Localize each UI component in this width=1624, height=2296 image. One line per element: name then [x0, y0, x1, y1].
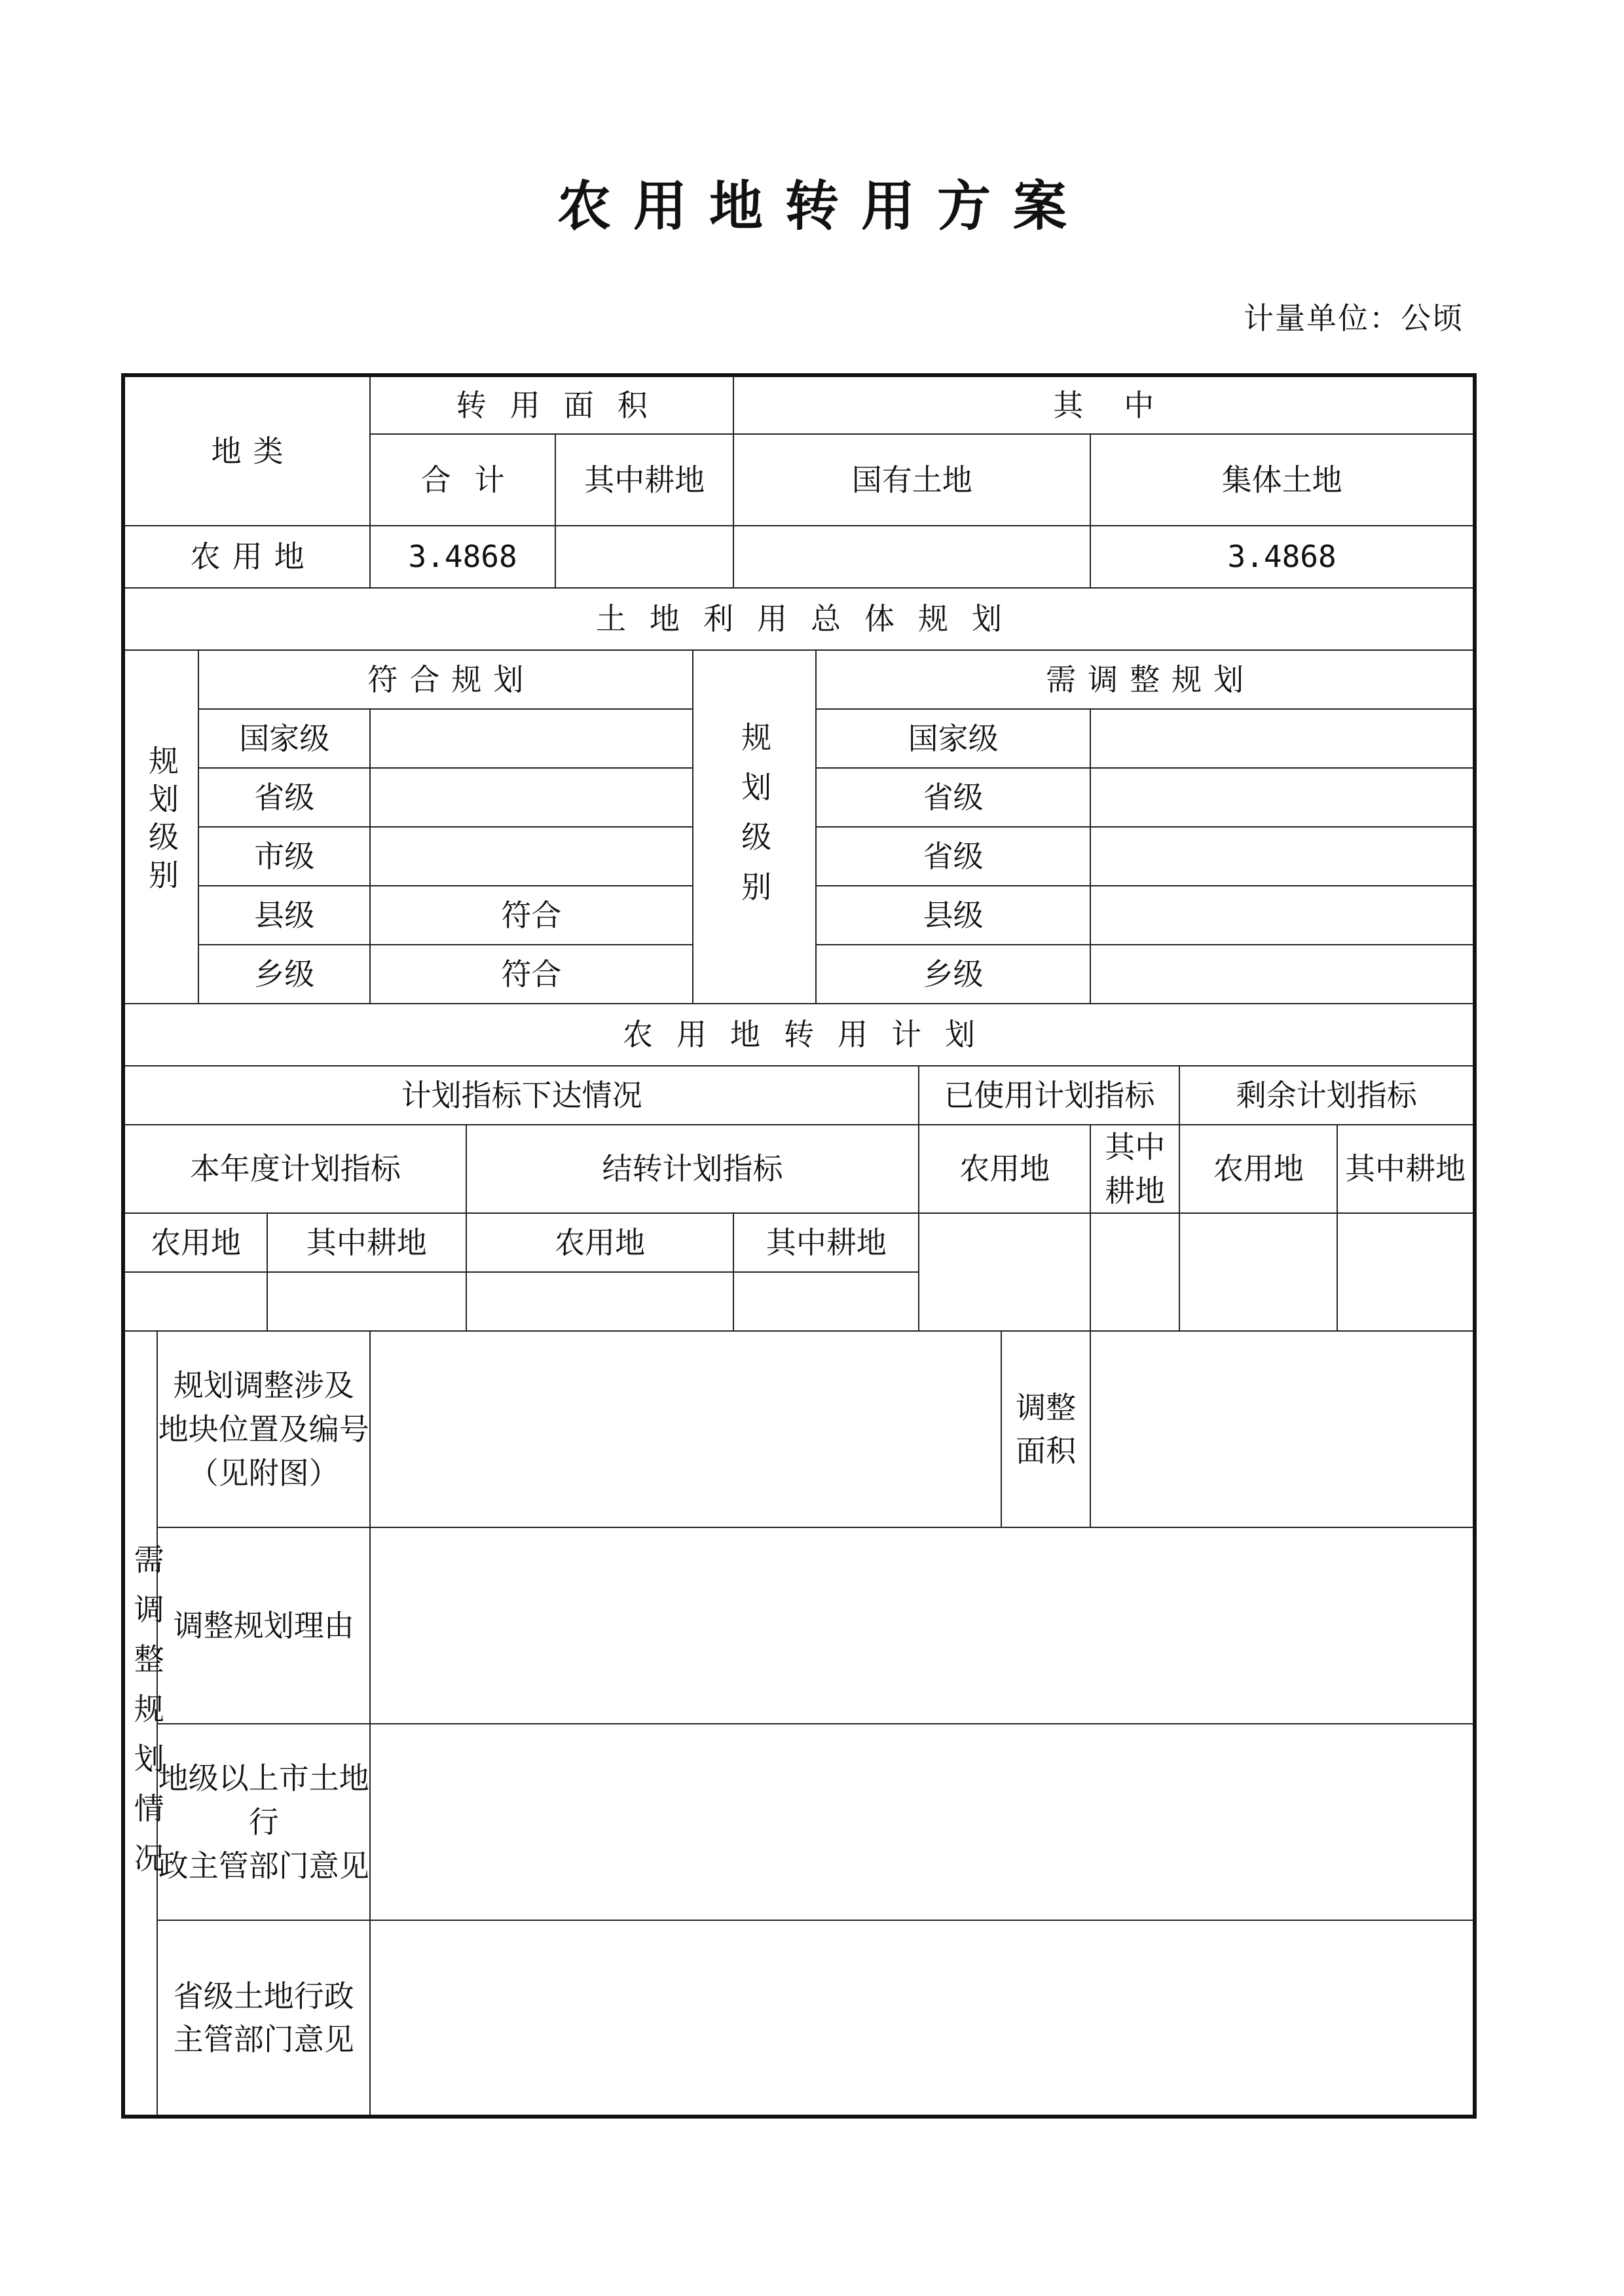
conform-level: 市级 [198, 827, 370, 886]
conform-value: 符合 [370, 945, 692, 1004]
issued-indicators-title: 计划指标下达情况 [123, 1066, 919, 1125]
adjust-reason-value [370, 1527, 1475, 1724]
adjust-value [1090, 945, 1475, 1004]
page-title: 农用地转用方案 [557, 175, 1089, 238]
cultivated-header: 其中耕地 [555, 434, 733, 526]
conform-level: 县级 [198, 886, 370, 945]
conversion-area-header: 转用面积 [370, 375, 733, 434]
carryover-cultivated-value [733, 1272, 919, 1331]
adjust-level: 乡级 [816, 945, 1090, 1004]
province-opinion-label: 省级土地行政 主管部门意见 [157, 1920, 370, 2117]
conform-value [370, 827, 692, 886]
conversion-plan-table [121, 373, 1477, 2119]
remaining-farmland-value [1179, 1213, 1337, 1331]
state-owned-header: 国有土地 [733, 434, 1090, 526]
parcel-location-value [370, 1331, 1001, 1527]
land-type-header: 地类 [123, 375, 370, 526]
remaining-indicators-title: 剩余计划指标 [1179, 1066, 1475, 1125]
conform-level: 乡级 [198, 945, 370, 1004]
conform-value [370, 768, 692, 827]
farmland-state-owned-value [733, 526, 1090, 588]
overall-plan-title: 土地利用总体规划 [123, 588, 1475, 650]
plan-level-label-left: 规划级别 [123, 650, 198, 1004]
carryover-farmland-value [466, 1272, 734, 1331]
annual-cultivated-header: 其中耕地 [267, 1213, 466, 1272]
adjust-level: 县级 [816, 886, 1090, 945]
adjust-plan-title: 需调整规划 [816, 650, 1475, 709]
parcel-location-label: 规划调整涉及 地块位置及编号 （见附图） [157, 1331, 370, 1527]
adjust-value [1090, 709, 1475, 768]
adjust-value [1090, 768, 1475, 827]
used-farmland-value [919, 1213, 1090, 1331]
used-cultivated-value [1090, 1213, 1179, 1331]
farmland-row-label: 农用地 [123, 526, 370, 588]
adjust-level: 省级 [816, 768, 1090, 827]
annual-farmland-value [123, 1272, 267, 1331]
among-them-header: 其中 [733, 375, 1475, 434]
remaining-cultivated-value [1337, 1213, 1475, 1331]
remaining-farmland-header: 农用地 [1179, 1125, 1337, 1213]
conform-value [370, 709, 692, 768]
province-opinion-value [370, 1920, 1475, 2117]
carryover-farmland-header: 农用地 [466, 1213, 734, 1272]
remaining-cultivated-header: 其中耕地 [1337, 1125, 1475, 1213]
adjust-reason-label: 调整规划理由 [157, 1527, 370, 1724]
adjusted-area-label: 调整 面积 [1001, 1331, 1090, 1527]
annual-farmland-header: 农用地 [123, 1213, 267, 1272]
farmland-total-value: 3.4868 [370, 526, 555, 588]
annual-cultivated-value [267, 1272, 466, 1331]
conform-value: 符合 [370, 886, 692, 945]
adjusted-area-value [1090, 1331, 1475, 1527]
conform-plan-title: 符合规划 [198, 650, 692, 709]
adjustment-side-label: 需调整规划情况 [123, 1331, 157, 2117]
annual-indicators-title: 本年度计划指标 [123, 1125, 466, 1213]
carryover-cultivated-header: 其中耕地 [733, 1213, 919, 1272]
collective-header: 集体土地 [1090, 434, 1475, 526]
adjust-value [1090, 886, 1475, 945]
conform-level: 省级 [198, 768, 370, 827]
adjust-level: 国家级 [816, 709, 1090, 768]
city-opinion-value [370, 1724, 1475, 1920]
unit-label: 计量单位：公顷 [1244, 301, 1464, 336]
adjust-value [1090, 827, 1475, 886]
used-cultivated-header: 其中耕地 [1090, 1125, 1179, 1213]
adjust-level: 省级 [816, 827, 1090, 886]
conform-level: 国家级 [198, 709, 370, 768]
used-farmland-header: 农用地 [919, 1125, 1090, 1213]
conversion-plan-title: 农用地转用计划 [123, 1004, 1475, 1066]
plan-level-label-right: 规划级别 [693, 650, 817, 1004]
carryover-indicators-title: 结转计划指标 [466, 1125, 919, 1213]
total-header: 合计 [370, 434, 555, 526]
used-indicators-title: 已使用计划指标 [919, 1066, 1179, 1125]
farmland-cultivated-value [555, 526, 733, 588]
farmland-collective-value: 3.4868 [1090, 526, 1475, 588]
city-opinion-label: 地级以上市土地行 政主管部门意见 [157, 1724, 370, 1920]
